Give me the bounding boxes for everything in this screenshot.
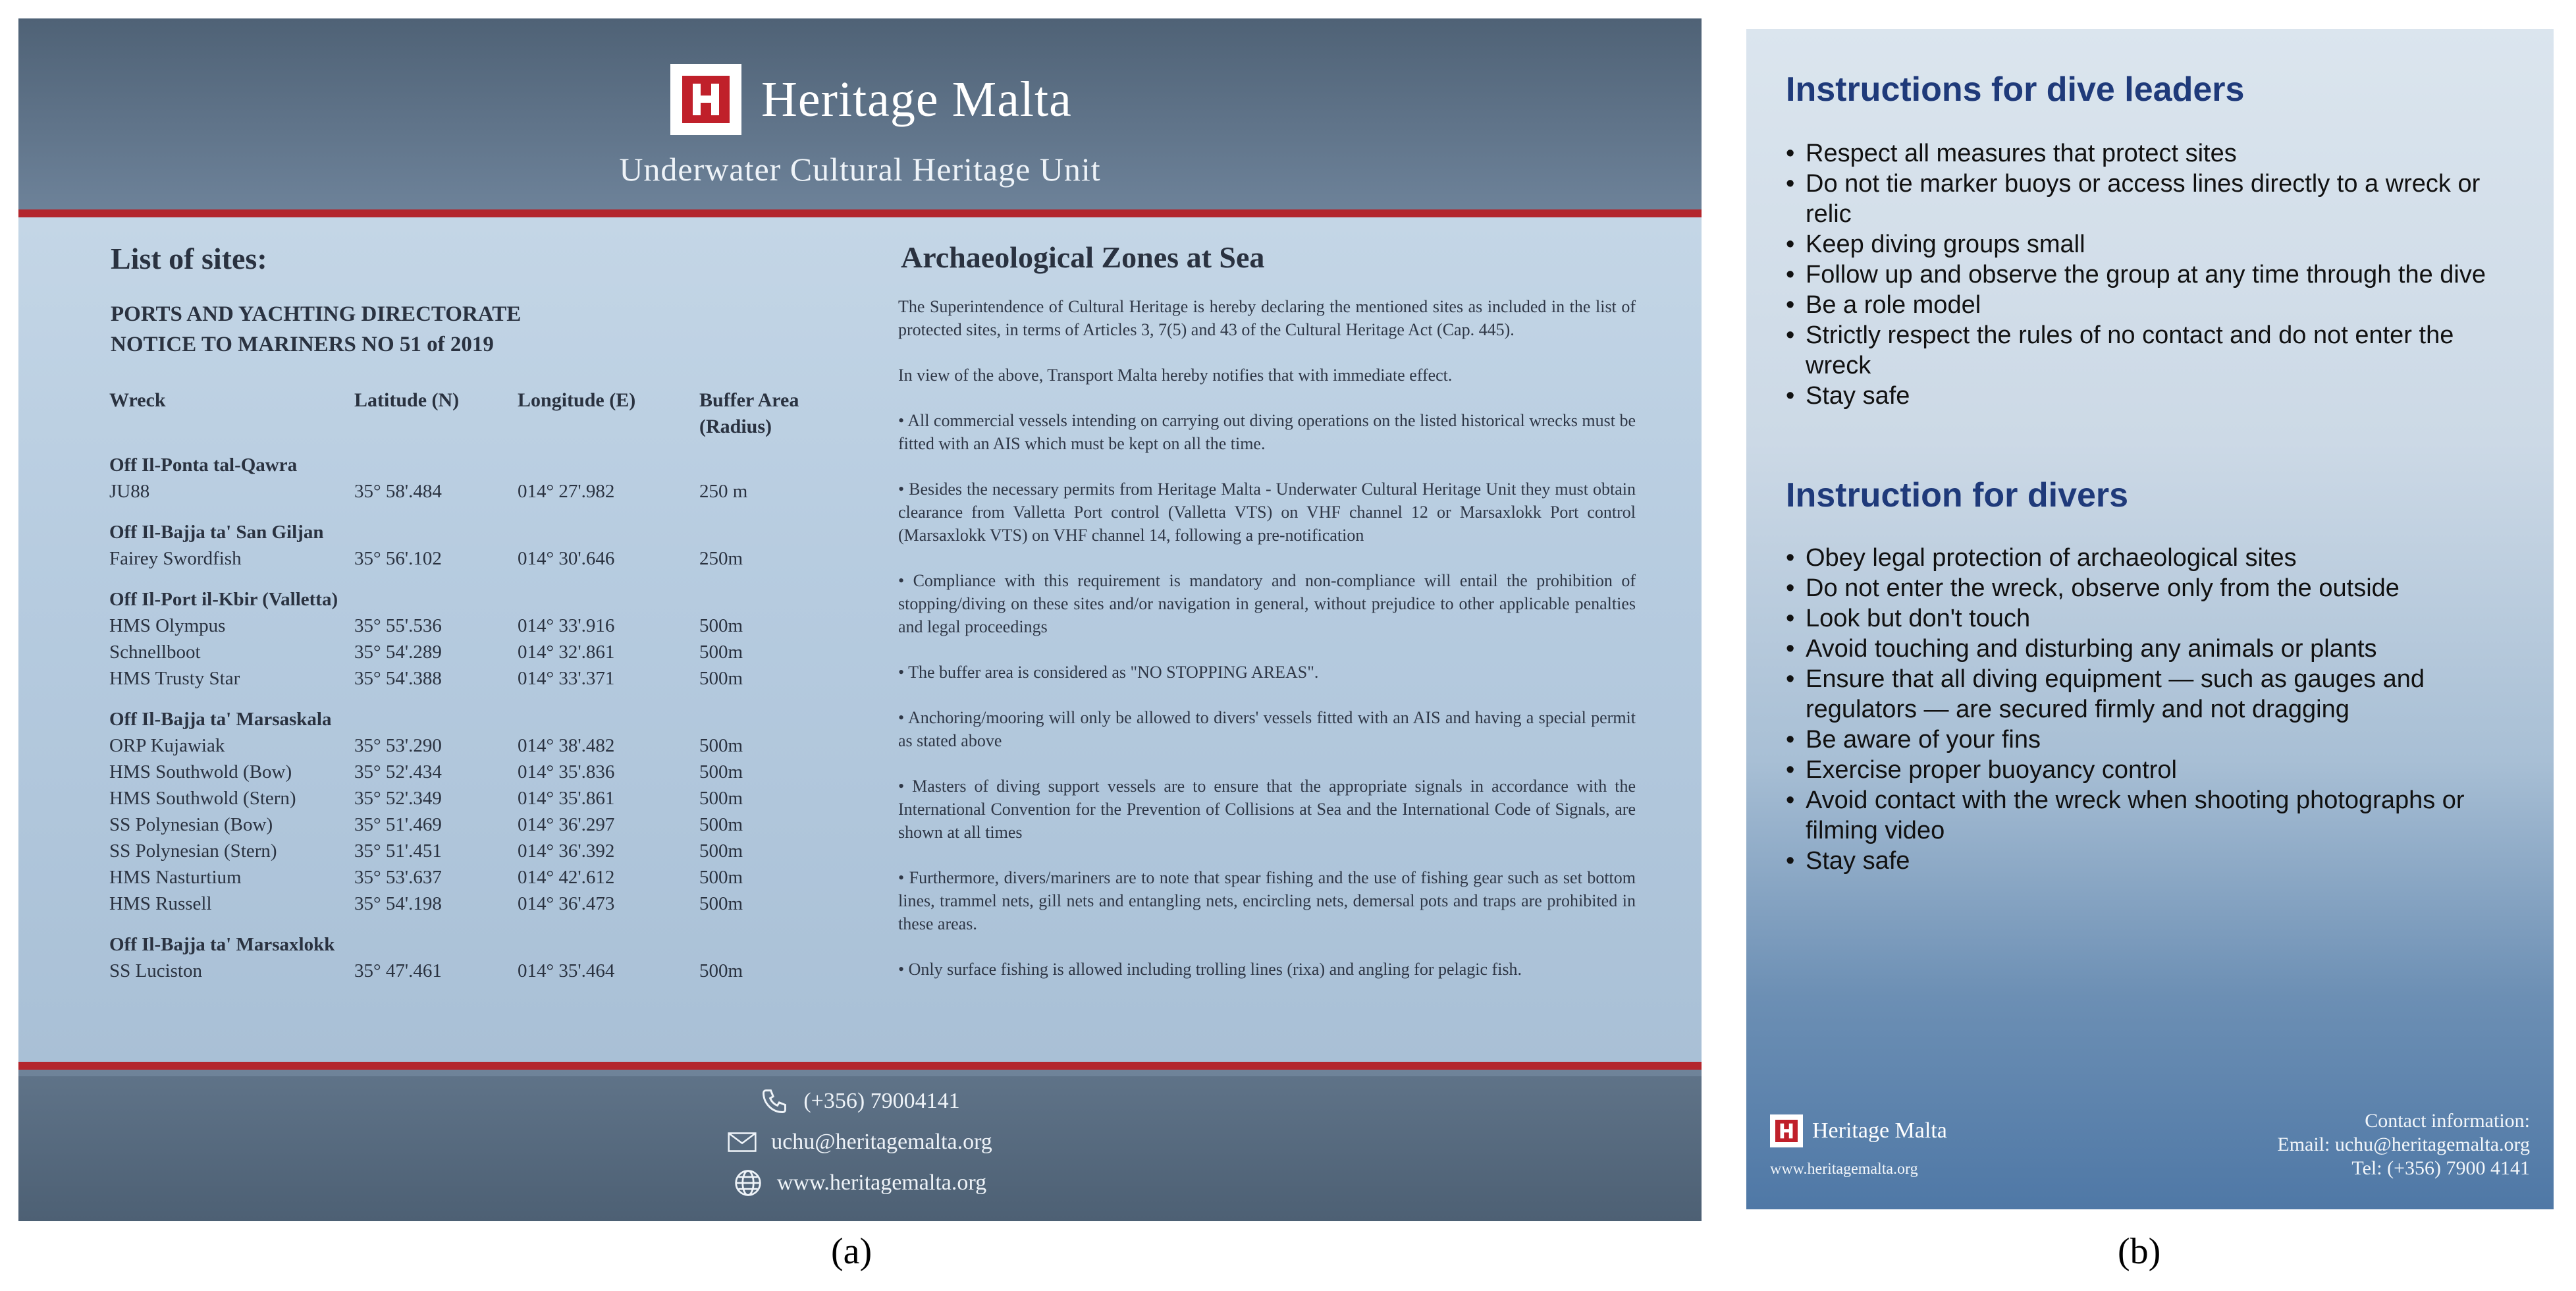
phone-icon (760, 1087, 789, 1116)
phone-contact (18, 1087, 1702, 1116)
instruction-item: • Stay safe (1786, 381, 2523, 411)
zone-paragraph: • The buffer area is considered as "NO STOPPING AREAS". (898, 663, 1319, 682)
website-url[interactable]: www.heritagemalta.org (776, 1170, 987, 1195)
wreck-name: HMS Southwold (Bow) (109, 761, 292, 783)
buffer-radius: 500m (699, 761, 743, 783)
wreck-name: JU88 (109, 481, 150, 502)
heritage-malta-small-logo (1770, 1114, 1947, 1147)
phone-number: (+356) 79004141 (803, 1089, 960, 1113)
buffer-radius: 500m (699, 814, 743, 835)
h-logo-icon (1770, 1114, 1803, 1147)
contact-title: Contact information: (2365, 1110, 2530, 1132)
latitude: 35° 54'.198 (354, 893, 442, 914)
buffer-radius: 500m (699, 840, 743, 862)
zone-paragraph: In view of the above, Transport Malta hereby notifies that with immediate effect. (898, 366, 1453, 385)
longitude: 014° 35'.861 (518, 788, 615, 809)
table-row (107, 668, 834, 694)
longitude: 014° 27'.982 (518, 481, 615, 502)
column-header: Wreck (109, 389, 166, 411)
instruction-item: • Look but don't touch (1786, 603, 2523, 634)
zone-paragraph: • Furthermore, divers/mariners are to note that spear fishing and the use of fishing gear such as set bottom lines, trammel nets, gill nets and entangling nets, encircling nets, demersal pots and traps are prohibited in these areas. (898, 868, 1636, 933)
latitude: 35° 54'.388 (354, 668, 442, 689)
wreck-name: HMS Olympus (109, 615, 226, 636)
column-header: Latitude (N) (354, 389, 460, 411)
longitude: 014° 33'.371 (518, 668, 615, 689)
latitude: 35° 51'.469 (354, 814, 442, 835)
site-group-row (107, 507, 834, 548)
dive-instructions-card (1746, 29, 2554, 1209)
instruction-item: • Obey legal protection of archaeological sites (1786, 543, 2523, 573)
header-divider (18, 209, 1702, 217)
table-row (107, 814, 834, 840)
wreck-name: HMS Trusty Star (109, 668, 240, 689)
zone-paragraph: • All commercial vessels intending on carrying out diving operations on the listed historical wrecks must be fitted with an AIS which must be kept on all the time. (898, 411, 1636, 453)
longitude: 014° 30'.646 (518, 548, 615, 569)
wreck-table (107, 387, 834, 987)
column-header: Buffer Area (Radius) (699, 389, 799, 437)
footer-divider (18, 1062, 1702, 1070)
table-row (107, 761, 834, 788)
latitude: 35° 53'.290 (354, 735, 442, 756)
latitude: 35° 54'.289 (354, 642, 442, 663)
latitude: 35° 55'.536 (354, 615, 442, 636)
email-contact (18, 1128, 1702, 1157)
table-header-row (107, 387, 834, 440)
buffer-radius: 500m (699, 735, 743, 756)
buffer-radius: 250 m (699, 481, 748, 502)
latitude: 35° 56'.102 (354, 548, 442, 569)
instruction-item: • Keep diving groups small (1786, 229, 2523, 260)
globe-icon (734, 1168, 763, 1197)
table-row (107, 960, 834, 987)
directorate-line: PORTS AND YACHTING DIRECTORATE (111, 302, 522, 326)
contact-info (2277, 1109, 2530, 1180)
buffer-radius: 500m (699, 867, 743, 888)
envelope-icon (728, 1128, 757, 1157)
directorate-notice (111, 299, 521, 360)
buffer-radius: 500m (699, 615, 743, 636)
heritage-malta-logo (670, 63, 1072, 136)
list-heading: List of sites: (111, 242, 267, 275)
contact-phone: Tel: (+356) 7900 4141 (2351, 1157, 2530, 1179)
zone-paragraph: • Only surface fishing is allowed including trolling lines (rixa) and angling for pelagic fish. (898, 960, 1522, 979)
latitude: 35° 58'.484 (354, 481, 442, 502)
site-group-name: Off Il-Port il-Kbir (Valletta) (109, 589, 338, 610)
table-row (107, 615, 834, 642)
instruction-item: • Do not tie marker buoys or access lines directly to a wreck or relic (1786, 169, 2523, 229)
instruction-item: • Strictly respect the rules of no contact and do not enter the wreck (1786, 320, 2523, 381)
contact-email[interactable]: Email: uchu@heritagemalta.org (2277, 1134, 2530, 1155)
zone-paragraph: • Besides the necessary permits from Heritage Malta - Underwater Cultural Heritage Unit they must obtain clearance from Valletta Port control (Valletta VTS) on VHF channel 12 or Marsaxlokk Port control (Marsaxlokk VTS) on VHF channel 14, following a pre-notification (898, 480, 1636, 545)
table-row (107, 840, 834, 867)
longitude: 014° 42'.612 (518, 867, 615, 888)
instruction-item: • Be a role model (1786, 290, 2523, 320)
panel-label-a: (a) (831, 1231, 872, 1272)
wreck-name: HMS Southwold (Stern) (109, 788, 296, 809)
wreck-name: ORP Kujawiak (109, 735, 225, 756)
buffer-radius: 250m (699, 548, 743, 569)
site-list-poster (18, 18, 1702, 1221)
instruction-item: • Be aware of your fins (1786, 725, 2523, 755)
instruction-item: • Do not enter the wreck, observe only from the outside (1786, 573, 2523, 603)
longitude: 014° 35'.464 (518, 960, 615, 981)
email-address[interactable]: uchu@heritagemalta.org (771, 1130, 992, 1154)
wreck-name: HMS Russell (109, 893, 212, 914)
zones-title: Archaeological Zones at Sea (901, 240, 1265, 274)
wreck-name: SS Luciston (109, 960, 202, 981)
site-group-name: Off Il-Bajja ta' Marsaxlokk (109, 934, 335, 955)
site-group-row (107, 694, 834, 735)
latitude: 35° 51'.451 (354, 840, 442, 862)
zones-text (898, 295, 1636, 1003)
zone-paragraph: • Masters of diving support vessels are to ensure that the appropriate signals in accordance with the International Convention for the Prevention of Collisions at Sea and the International Code of Signals, are shown at all times (898, 777, 1636, 842)
buffer-radius: 500m (699, 788, 743, 809)
wreck-name: Fairey Swordfish (109, 548, 242, 569)
longitude: 014° 33'.916 (518, 615, 615, 636)
zone-paragraph: • Anchoring/mooring will only be allowed to divers' vessels fitted with an AIS and having a special permit as stated above (898, 708, 1636, 750)
table-row (107, 642, 834, 668)
table-row (107, 481, 834, 507)
instruction-item: • Follow up and observe the group at any time through the dive (1786, 260, 2523, 290)
table-row (107, 788, 834, 814)
leaders-list (1786, 138, 2523, 411)
buffer-radius: 500m (699, 893, 743, 914)
instruction-item: • Respect all measures that protect sites (1786, 138, 2523, 169)
site-group-name: Off Il-Ponta tal-Qawra (109, 454, 298, 476)
zone-paragraph: The Superintendence of Cultural Heritage is hereby declaring the mentioned sites as included in the list of protected sites, in terms of Articles 3, 7(5) and 43 of the Cultural Heritage Act (Cap. 445). (898, 297, 1636, 339)
instruction-item: • Exercise proper buoyancy control (1786, 755, 2523, 785)
zone-paragraph: • Compliance with this requirement is mandatory and non-compliance will entail the prohibition of stopping/diving on these sites and/or navigation in general, without prejudice to other applicable penalties and legal proceedings (898, 571, 1636, 636)
table-row (107, 735, 834, 761)
instruction-item: • Avoid touching and disturbing any animals or plants (1786, 634, 2523, 664)
divers-list (1786, 543, 2523, 876)
site-group-row (107, 440, 834, 481)
table-row (107, 548, 834, 574)
web-contact (18, 1168, 1702, 1197)
site-group-name: Off Il-Bajja ta' Marsaskala (109, 709, 332, 730)
site-group-row (107, 574, 834, 615)
wreck-name: HMS Nasturtium (109, 867, 242, 888)
buffer-radius: 500m (699, 668, 743, 689)
wreck-name: SS Polynesian (Stern) (109, 840, 277, 862)
buffer-radius: 500m (699, 960, 743, 981)
h-logo-icon (670, 64, 741, 135)
panel-label-b: (b) (2118, 1231, 2161, 1272)
table-row (107, 867, 834, 893)
unit-title: Underwater Cultural Heritage Unit (619, 151, 1101, 188)
latitude: 35° 53'.637 (354, 867, 442, 888)
longitude: 014° 32'.861 (518, 642, 615, 663)
longitude: 014° 38'.482 (518, 735, 615, 756)
longitude: 014° 35'.836 (518, 761, 615, 783)
instruction-item: • Stay safe (1786, 846, 2523, 876)
divers-title: Instruction for divers (1786, 476, 2129, 514)
site-group-name: Off Il-Bajja ta' San Giljan (109, 522, 324, 543)
website-url[interactable]: www.heritagemalta.org (1770, 1161, 1918, 1178)
table-row (107, 893, 834, 920)
longitude: 014° 36'.473 (518, 893, 615, 914)
instruction-item: • Ensure that all diving equipment — such as gauges and regulators — are secured firmly and not dragging (1786, 664, 2523, 725)
latitude: 35° 52'.349 (354, 788, 442, 809)
buffer-radius: 500m (699, 642, 743, 663)
wreck-name: SS Polynesian (Bow) (109, 814, 273, 835)
leaders-title: Instructions for dive leaders (1786, 70, 2245, 109)
longitude: 014° 36'.392 (518, 840, 615, 862)
site-group-row (107, 920, 834, 960)
longitude: 014° 36'.297 (518, 814, 615, 835)
latitude: 35° 52'.434 (354, 761, 442, 783)
brand-name: Heritage Malta (1812, 1118, 1947, 1143)
wreck-name: Schnellboot (109, 642, 201, 663)
column-header: Longitude (E) (518, 389, 636, 411)
brand-name: Heritage Malta (761, 71, 1072, 127)
notice-line: NOTICE TO MARINERS NO 51 of 2019 (111, 333, 494, 356)
instruction-item: • Avoid contact with the wreck when shooting photographs or filming video (1786, 785, 2523, 846)
latitude: 35° 47'.461 (354, 960, 442, 981)
